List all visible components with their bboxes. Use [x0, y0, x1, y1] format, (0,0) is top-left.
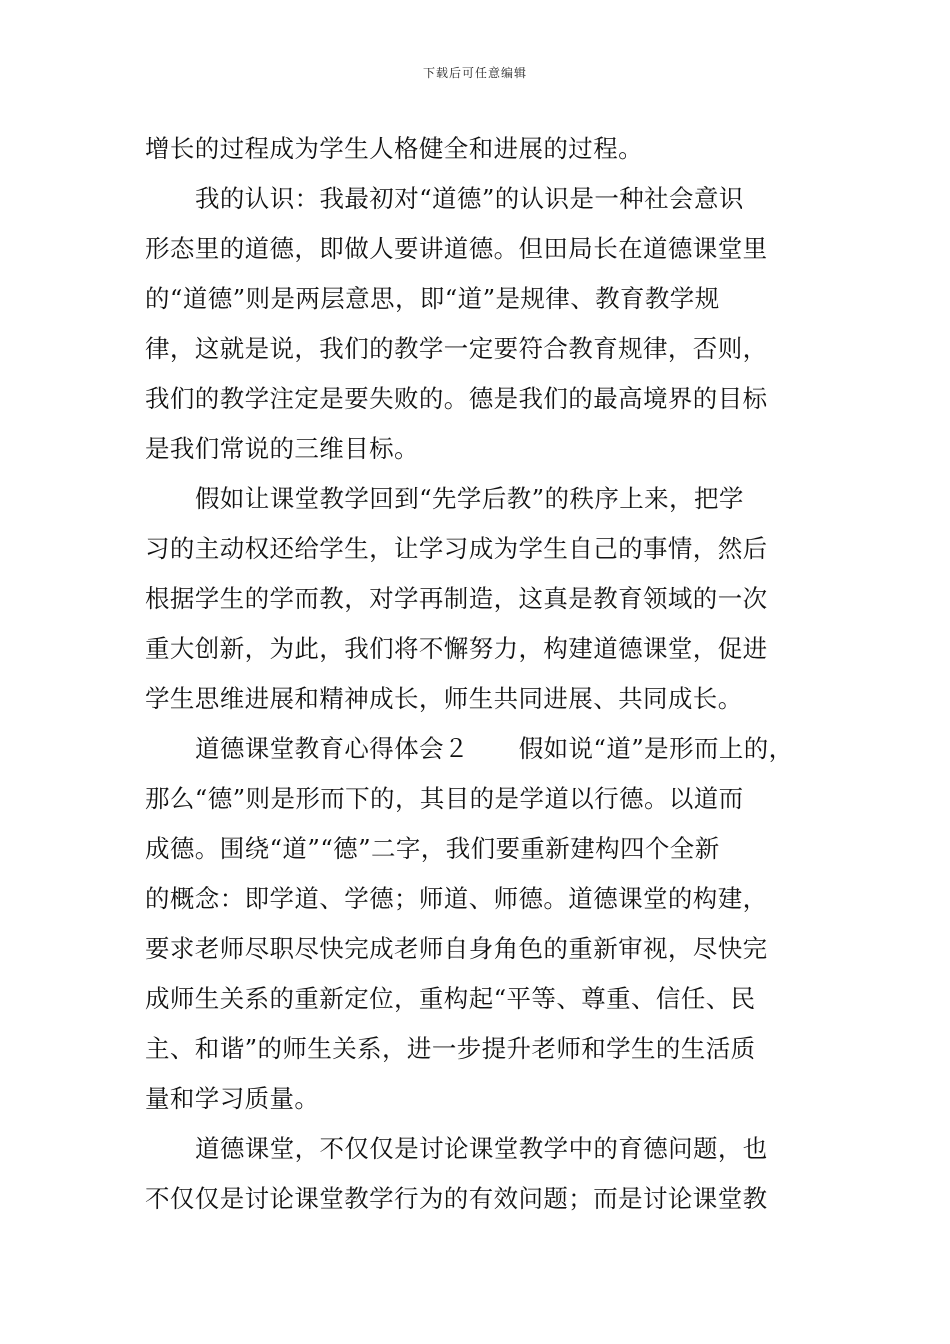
text-line: 要求老师尽职尽快完成老师自身角色的重新审视，尽快完: [145, 934, 768, 963]
text-line: 学生思维进展和精神成长，师生共同进展、共同成长。: [145, 684, 743, 713]
text-line: 假如让课堂教学回到“先学后教”的秩序上来，把学: [195, 484, 744, 513]
text-line: 是我们常说的三维目标。: [145, 434, 419, 463]
text-line: 成德。围绕“道”“德”二字，我们要重新建构四个全新: [145, 834, 720, 863]
text-line: 道德课堂，不仅仅是讨论课堂教学中的育德问题，也: [195, 1134, 768, 1163]
text-line: 成师生关系的重新定位，重构起“平等、尊重、信任、民: [145, 984, 756, 1013]
text-line: 重大创新，为此，我们将不懈努力，构建道德课堂，促进: [145, 634, 768, 663]
document-body: [145, 124, 825, 1224]
text-line: 增长的过程成为学生人格健全和进展的过程。: [145, 134, 643, 163]
text-line: 主、和谐”的师生关系，进一步提升老师和学生的生活质: [145, 1034, 756, 1063]
text-line: 那么“德”则是形而下的，其目的是学道以行德。以道而: [145, 784, 744, 813]
text-line: 律，这就是说，我们的教学一定要符合教育规律，否则，: [145, 334, 768, 363]
text-line: 我的认识：我最初对“道德”的认识是一种社会意识: [195, 184, 744, 213]
text-line: 的“道德”则是两层意思，即“道”是规律、教育教学规: [145, 284, 720, 313]
text-line: 我们的教学注定是要失败的。德是我们的最高境界的目标: [145, 384, 768, 413]
text-line: 形态里的道德，即做人要讲道德。但田局长在道德课堂里: [145, 234, 768, 263]
text-line: 的概念：即学道、学德；师道、师德。道德课堂的构建，: [145, 884, 768, 913]
text-line: 道德课堂教育心得体会２ 假如说“道”是形而上的，: [195, 734, 794, 763]
text-line: 根据学生的学而教，对学再制造，这真是教育领域的一次: [145, 584, 768, 613]
page-header-note: 下载后可任意编辑: [422, 66, 527, 80]
text-line: 不仅仅是讨论课堂教学行为的有效问题；而是讨论课堂教: [145, 1184, 768, 1213]
text-line: 量和学习质量。: [145, 1084, 320, 1113]
text-line: 习的主动权还给学生，让学习成为学生自己的事情，然后: [145, 534, 768, 563]
